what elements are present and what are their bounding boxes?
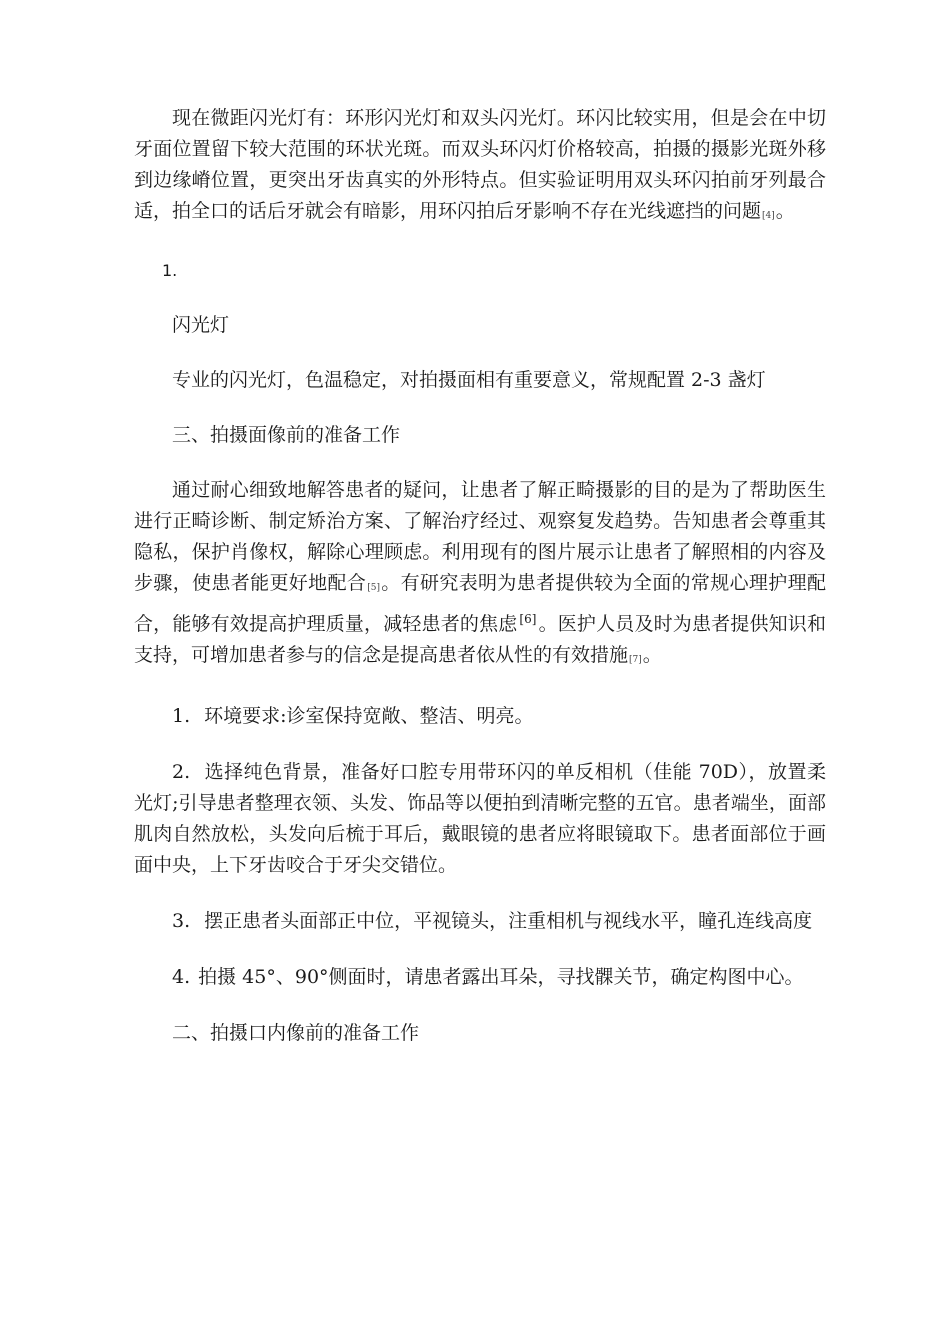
paragraph-end: 。 [775, 200, 795, 222]
citation-ref: [4] [762, 211, 775, 221]
list-item [134, 962, 826, 993]
list-item-text: 环境要求:诊室保持宽敞、整洁、明亮。 [204, 705, 534, 727]
paragraph-text: 现在微距闪光灯有：环形闪光灯和双头闪光灯。环闪比较实用，但是会在中切牙面位置留下较大范围的环状光斑。而双头环闪灯价格较高，拍摄的摄影光斑外移到边缘嵴位置，更突出牙齿真实的外形特点。但实验证明用双头环闪拍前牙列最合适，拍全口的话后牙就会有暗影，用环闪拍后牙影响不存在光线遮挡的问题 [134, 107, 826, 222]
paragraph-text: 。医护人员及时为患者提供知识和支持，可增加患者参与的信念是提高患者依从性的有效措施 [134, 613, 826, 666]
list-item-number: 1. [172, 705, 191, 727]
paragraph-patient-communication [134, 475, 826, 676]
list-item-text: 拍摄 45°、90°侧面时，请患者露出耳朵，寻找髁关节，确定构图中心。 [198, 966, 804, 988]
section-title-face-prep: 三、拍摄面像前的准备工作 [172, 424, 401, 446]
paragraph-end: 。 [642, 644, 662, 666]
list-item-number: 3. [172, 910, 191, 932]
citation-ref: [7] [629, 655, 642, 665]
list-number: 1. [162, 261, 178, 280]
citation-ref: [5] [367, 583, 380, 593]
paragraph-text: 。有研究表明为患者提供较为全面的常规心理护理配合，能够有效提高护理质量，减轻患者的焦虑 [134, 572, 826, 635]
document-body [134, 103, 826, 1049]
section-title-intraoral-prep: 二、拍摄口内像前的准备工作 [172, 1022, 420, 1044]
list-item-number: 2. [172, 761, 191, 783]
list-item-text: 选择纯色背景，准备好口腔专用带环闪的单反相机（佳能 70D），放置柔光灯;引导患者整理衣领、头发、饰品等以便拍到清晰完整的五官。患者端坐，面部肌肉自然放松，头发向后梳于耳后，戴眼镜的患者应将眼镜取下。患者面部位于画面中央，上下牙齿咬合于牙尖交错位。 [134, 761, 826, 876]
list-item [134, 906, 826, 937]
list-item [134, 701, 826, 732]
flash-description: 专业的闪光灯，色温稳定，对拍摄面相有重要意义，常规配置 2-3 盏灯 [172, 369, 766, 391]
citation-ref: [6] [519, 612, 537, 626]
flash-heading: 闪光灯 [172, 314, 230, 336]
paragraph-text: 通过耐心细致地解答患者的疑问，让患者了解正畸摄影的目的是为了帮助医生进行正畸诊断、制定矫治方案、了解治疗经过、观察复发趋势。告知患者会尊重其隐私，保护肖像权，解除心理顾虑。利用现有的图片展示让患者了解照相的内容及步骤，使患者能更好地配合 [134, 479, 826, 594]
list-item-text: 摆正患者头面部正中位，平视镜头，注重相机与视线水平，瞳孔连线高度 [204, 910, 813, 932]
list-item [134, 757, 826, 881]
list-item-number: 4. [172, 966, 191, 988]
paragraph-flash-types [134, 103, 826, 232]
